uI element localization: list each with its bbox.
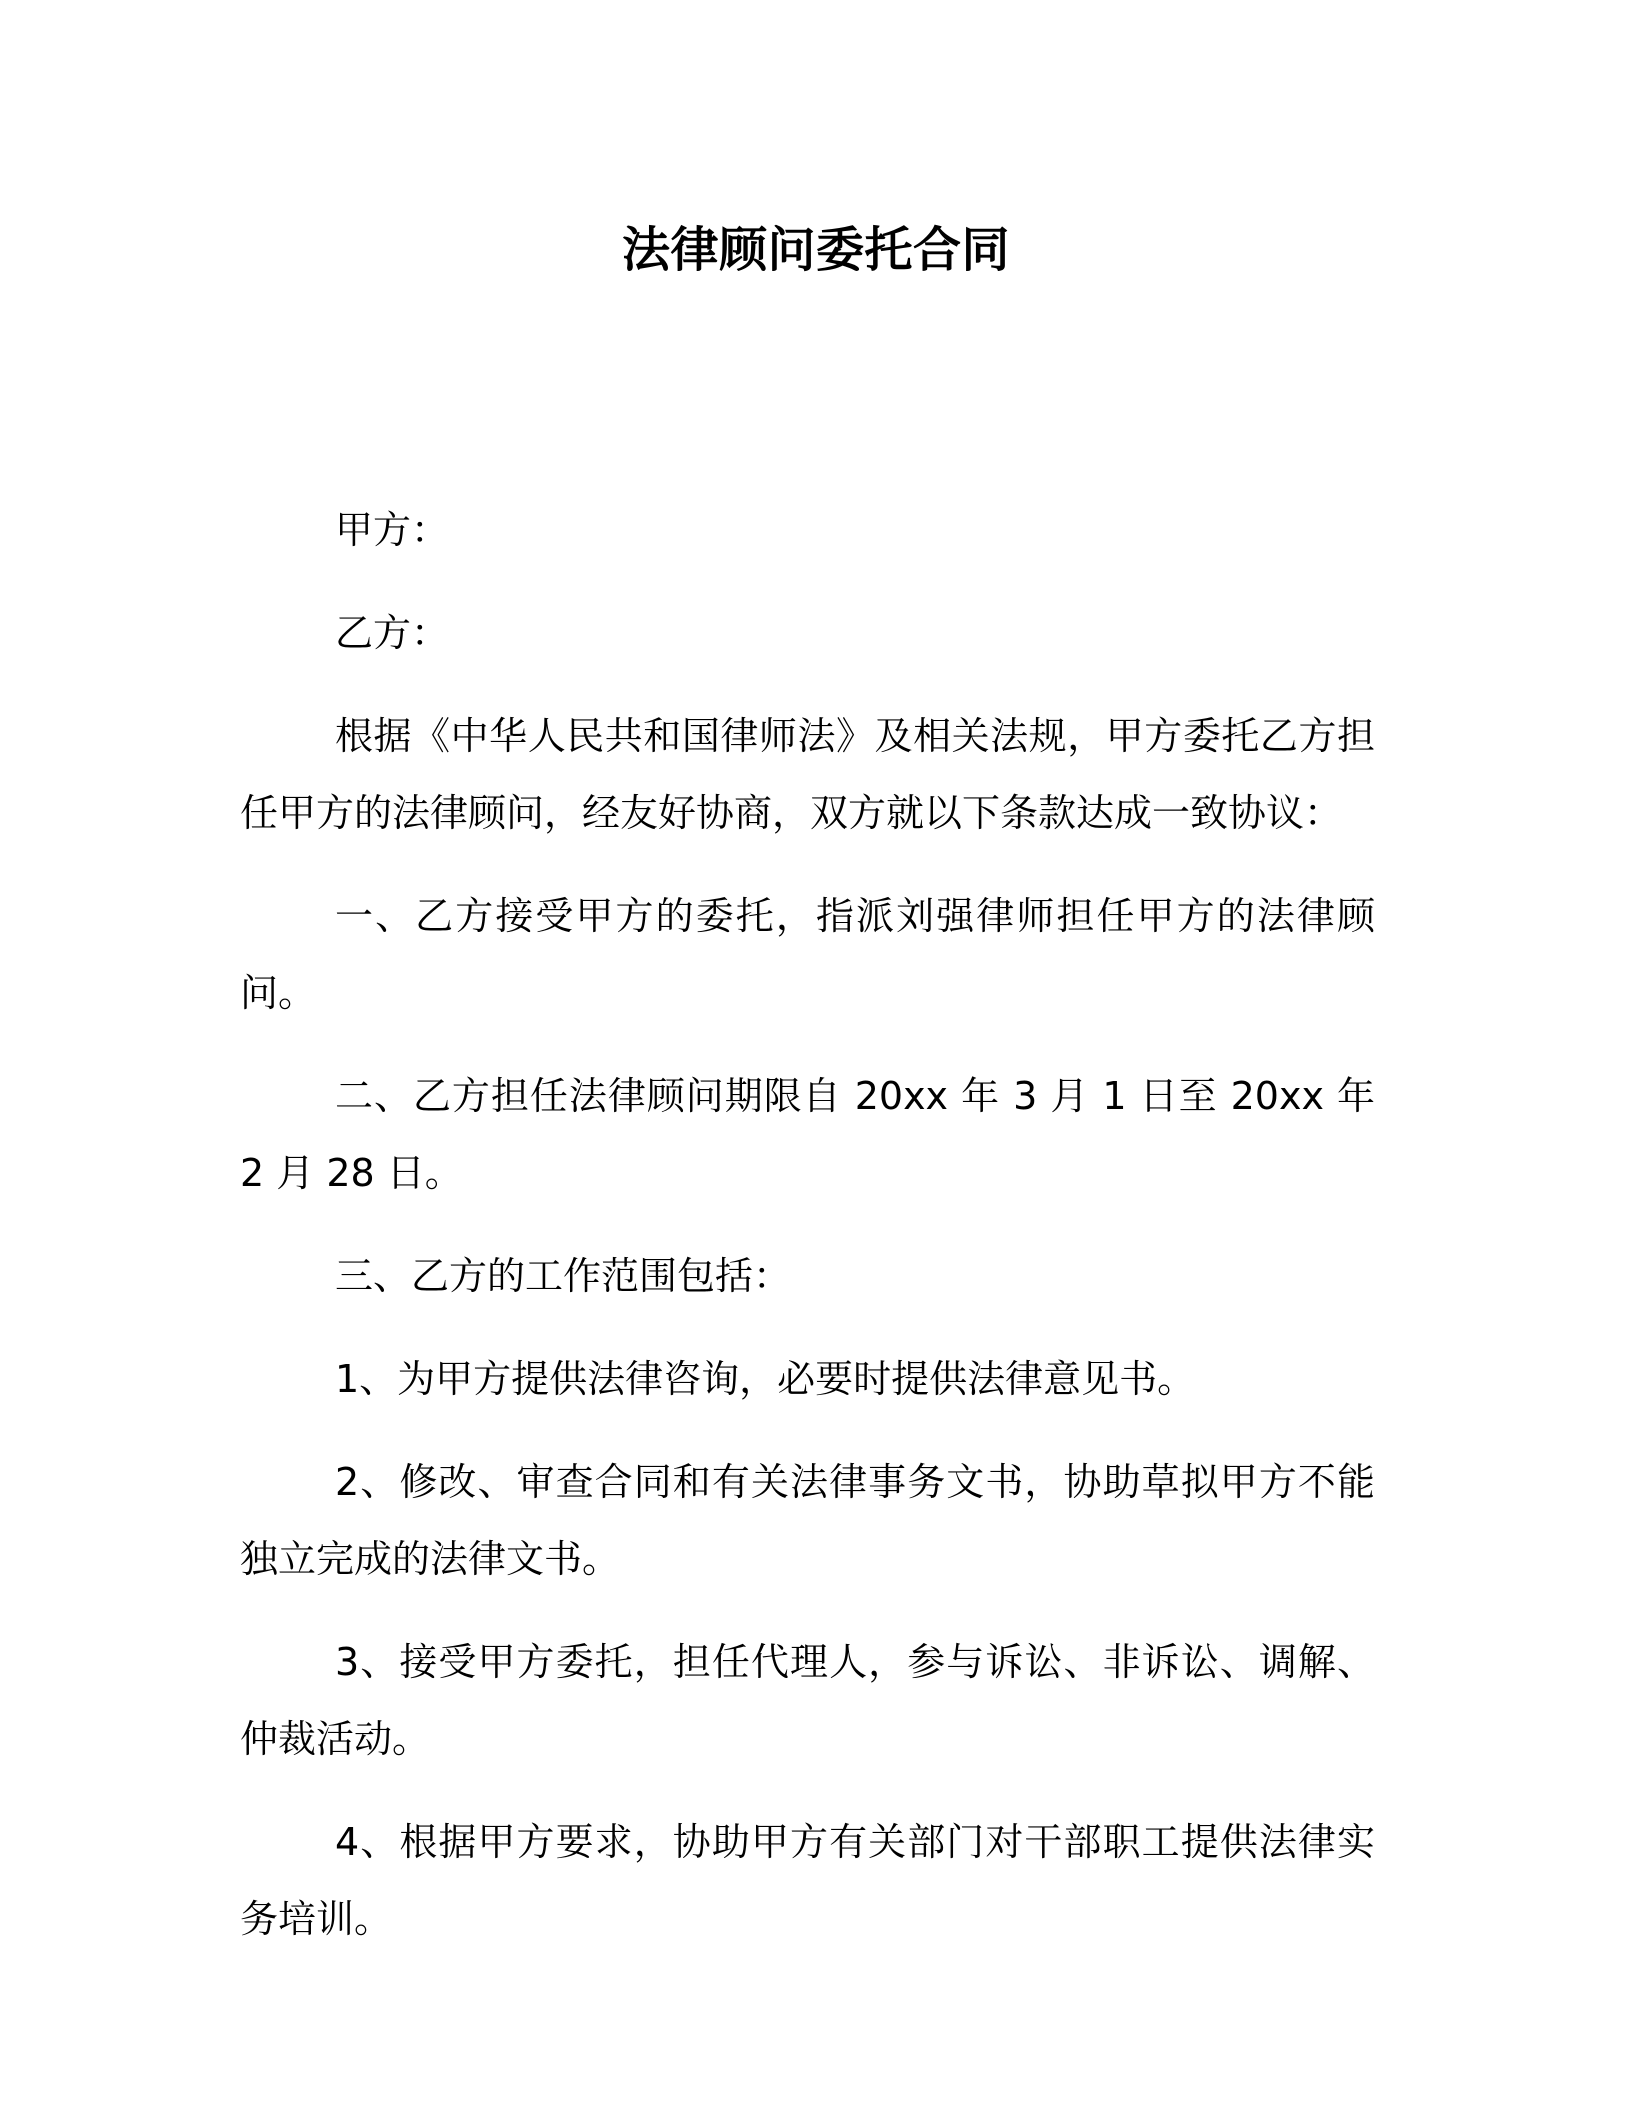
clause-3: 三、乙方的工作范围包括： bbox=[335, 1254, 792, 1298]
scope-item-3: 3、接受甲方委托，担任代理人，参与诉讼、非诉讼、调解、仲裁活动。 bbox=[240, 1640, 1375, 1761]
preamble-paragraph: 根据《中华人民共和国律师法》及相关法规，甲方委托乙方担任甲方的法律顾问，经友好协商，双方就以下条款达成一致协议： bbox=[240, 714, 1375, 835]
clause-2: 二、乙方担任法律顾问期限自 20xx 年 3 月 1 日至 20xx 年 2 月 28 日。 bbox=[240, 1074, 1375, 1195]
scope-item-2: 2、修改、审查合同和有关法律事务文书，协助草拟甲方不能独立完成的法律文书。 bbox=[240, 1460, 1375, 1581]
document-title: 法律顾问委托合同 bbox=[621, 222, 1010, 278]
clause-1: 一、乙方接受甲方的委托，指派刘强律师担任甲方的法律顾问。 bbox=[240, 894, 1375, 1015]
scope-item-4: 4、根据甲方要求，协助甲方有关部门对干部职工提供法律实务培训。 bbox=[240, 1820, 1375, 1941]
party-b-line: 乙方： bbox=[335, 611, 450, 655]
document-body bbox=[240, 492, 1375, 1958]
scope-item-1: 1、为甲方提供法律咨询，必要时提供法律意见书。 bbox=[335, 1357, 1196, 1401]
party-a-line: 甲方： bbox=[335, 508, 450, 552]
